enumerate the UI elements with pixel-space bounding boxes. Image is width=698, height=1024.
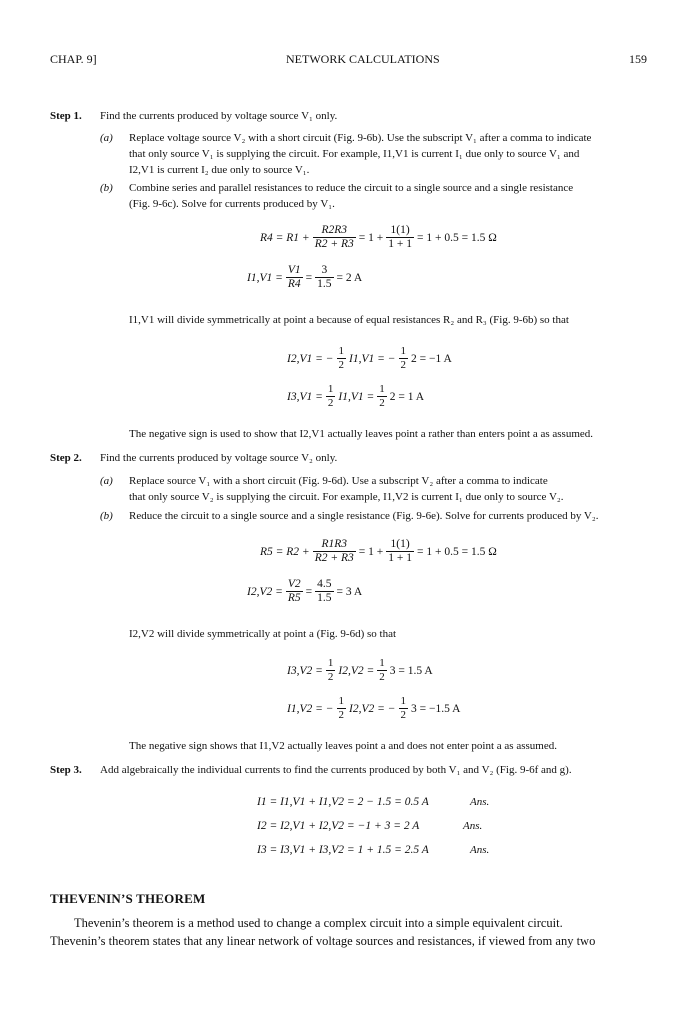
eq-rhs: = 1 + 0.5 = 1.5 Ω [417,545,497,558]
step1-divide-text: I1,V1 will divide symmetrically at point a because of equal resistances R₂ and R₃ (Fig. 9-6b) so that [129,314,569,326]
step3-text: Add algebraically the individual currents to find the currents produced by both V₁ and V₂ (Fig. 9-6f and g). [100,764,572,776]
step1-a-line3: I2,V1 is current I₂ due only to source V₁. [129,164,310,176]
fraction [326,383,336,410]
denominator: 2 [379,397,385,409]
numerator: R2R3 [321,224,348,236]
step2-divide-text: I2,V2 will divide symmetrically at point a (Fig. 9-6d) so that [129,628,397,640]
fraction [377,383,387,410]
fraction [377,657,387,684]
fraction [326,657,336,684]
eq-rhs: = 3 A [336,585,363,598]
numerator: 1 [327,383,334,395]
answer-marker: Ans. [470,796,490,808]
sum-equation-i3: I3 = I3,V1 + I3,V2 = 1 + 1.5 = 2.5 A [257,844,429,856]
sum-equation-i2: I2 = I2,V1 + I2,V2 = −1 + 3 = 2 A [257,820,420,832]
step3-label: Step 3. [50,764,82,776]
fraction [386,538,414,565]
step1-a-label: (a) [100,132,113,144]
numerator: 1 [400,695,406,707]
numerator: 1 [338,345,344,357]
fraction [337,345,347,372]
equation-i1-v2 [287,695,460,722]
chapter-label: CHAP. 9] [50,52,97,66]
step2-a-line1: Replace source V₁ with a short circuit (Fig. 9-6d). Use a subscript V₂ after a comma to indicate [129,475,548,487]
eq-lhs: I3,V1 = [287,390,323,403]
eq-rhs: = 1 + 0.5 = 1.5 Ω [417,231,497,244]
eq-rhs: = 2 A [336,271,363,284]
numerator: 1 [400,345,406,357]
step1-text: Find the currents produced by voltage source V₁ only. [100,110,338,122]
eq-mid: = [305,271,313,284]
step2-a-line2: that only source V₂ is supplying the circuit. For example, I1,V2 is current I₁ due only to source V₂. [129,491,564,503]
equation-r5 [260,538,497,565]
step1-b-line1: Combine series and parallel resistances to reduce the circuit to a single source and a single resistance [129,182,574,194]
equation-r4 [260,224,497,251]
denominator: 2 [400,709,406,721]
step2-note: The negative sign shows that I1,V2 actually leaves point a and does not enter point a as assumed. [129,740,557,752]
denominator: R4 [287,278,301,290]
equation-i1-v1 [247,264,362,291]
denominator: 2 [400,359,406,371]
eq-mid: I1,V1 = [338,390,375,403]
answer-marker: Ans. [463,820,483,832]
eq-lhs: I2,V1 = − [287,352,334,365]
numerator: V2 [287,578,301,590]
eq-mid: = [305,585,313,598]
step1-a-line1: Replace voltage source V₂ with a short circuit (Fig. 9-6b). Use the subscript V₁ after a comma to indicate [129,132,592,144]
eq-lhs: R4 = R1 + [260,231,310,244]
fraction [386,224,414,251]
denominator: 2 [379,671,385,683]
fraction [399,695,409,722]
running-title: NETWORK CALCULATIONS [286,52,440,66]
equation-i2-v2 [247,578,362,605]
fraction [313,224,356,251]
fraction [286,578,303,605]
eq-mid: I1,V1 = − [349,352,396,365]
denominator: 2 [327,397,334,409]
eq-lhs: I3,V2 = [287,664,323,677]
thevenin-line2: Thevenin’s theorem states that any linear network of voltage sources and resistances, if viewed from any two [50,934,596,948]
numerator: 1(1) [390,224,410,236]
numerator: 1 [379,657,385,669]
denominator: 1.5 [317,278,332,290]
eq-mid: I2,V2 = − [349,702,396,715]
eq-mid: I2,V2 = [338,664,375,677]
fraction [286,264,303,291]
step2-a-label: (a) [100,475,113,487]
eq-lhs: I1,V2 = − [287,702,334,715]
equation-i2-v1 [287,345,452,372]
denominator: R2 + R3 [314,552,354,564]
denominator: 2 [338,709,344,721]
denominator: R5 [287,592,301,604]
eq-rhs: 2 = 1 A [389,390,425,403]
eq-mid: = 1 + [358,545,384,558]
fraction [315,578,333,605]
sum-equation-i1: I1 = I1,V1 + I1,V2 = 2 − 1.5 = 0.5 A [257,796,429,808]
page-number: 159 [629,52,647,66]
numerator: 4.5 [317,578,332,590]
numerator: 1 [327,657,334,669]
fraction [399,345,409,372]
denominator: 1 + 1 [388,552,412,564]
step1-a-line2: that only source V₁ is supplying the circuit. For example, I1,V1 is current I₁ due only to source V₁ and [129,148,580,160]
thevenin-line1: Thevenin’s theorem is a method used to change a complex circuit into a simple equivalent circuit. [74,916,563,930]
denominator: 2 [338,359,344,371]
step2-b-label: (b) [100,510,113,522]
step2-b-line1: Reduce the circuit to a single source and a single resistance (Fig. 9-6e). Solve for currents produced by V₂. [129,510,599,522]
step2-label: Step 2. [50,452,82,464]
equation-i3-v2 [287,657,433,684]
eq-mid: = 1 + [358,231,384,244]
eq-rhs: 3 = 1.5 A [389,664,433,677]
numerator: 1(1) [390,538,410,550]
denominator: 1.5 [317,592,332,604]
fraction [313,538,356,565]
numerator: 1 [338,695,344,707]
numerator: V1 [287,264,301,276]
denominator: 1 + 1 [388,238,412,250]
eq-lhs: I2,V2 = [247,585,283,598]
eq-lhs: I1,V1 = [247,271,283,284]
step1-b-label: (b) [100,182,113,194]
eq-rhs: 2 = −1 A [411,352,452,365]
numerator: R1R3 [321,538,348,550]
fraction [315,264,333,291]
equation-i3-v1 [287,383,424,410]
eq-lhs: R5 = R2 + [260,545,310,558]
numerator: 3 [321,264,328,276]
step1-note: The negative sign is used to show that I2,V1 actually leaves point a rather than enters point a as assumed. [129,428,594,440]
fraction [337,695,347,722]
answer-marker: Ans. [470,844,490,856]
eq-rhs: 3 = −1.5 A [411,702,461,715]
denominator: 2 [327,671,334,683]
denominator: R2 + R3 [314,238,354,250]
section-heading: THEVENIN’S THEOREM [50,891,206,906]
step1-label: Step 1. [50,110,82,122]
numerator: 1 [379,383,385,395]
step2-text: Find the currents produced by voltage source V₂ only. [100,452,338,464]
step1-b-line2: (Fig. 9-6c). Solve for currents produced by V₁. [129,198,335,210]
